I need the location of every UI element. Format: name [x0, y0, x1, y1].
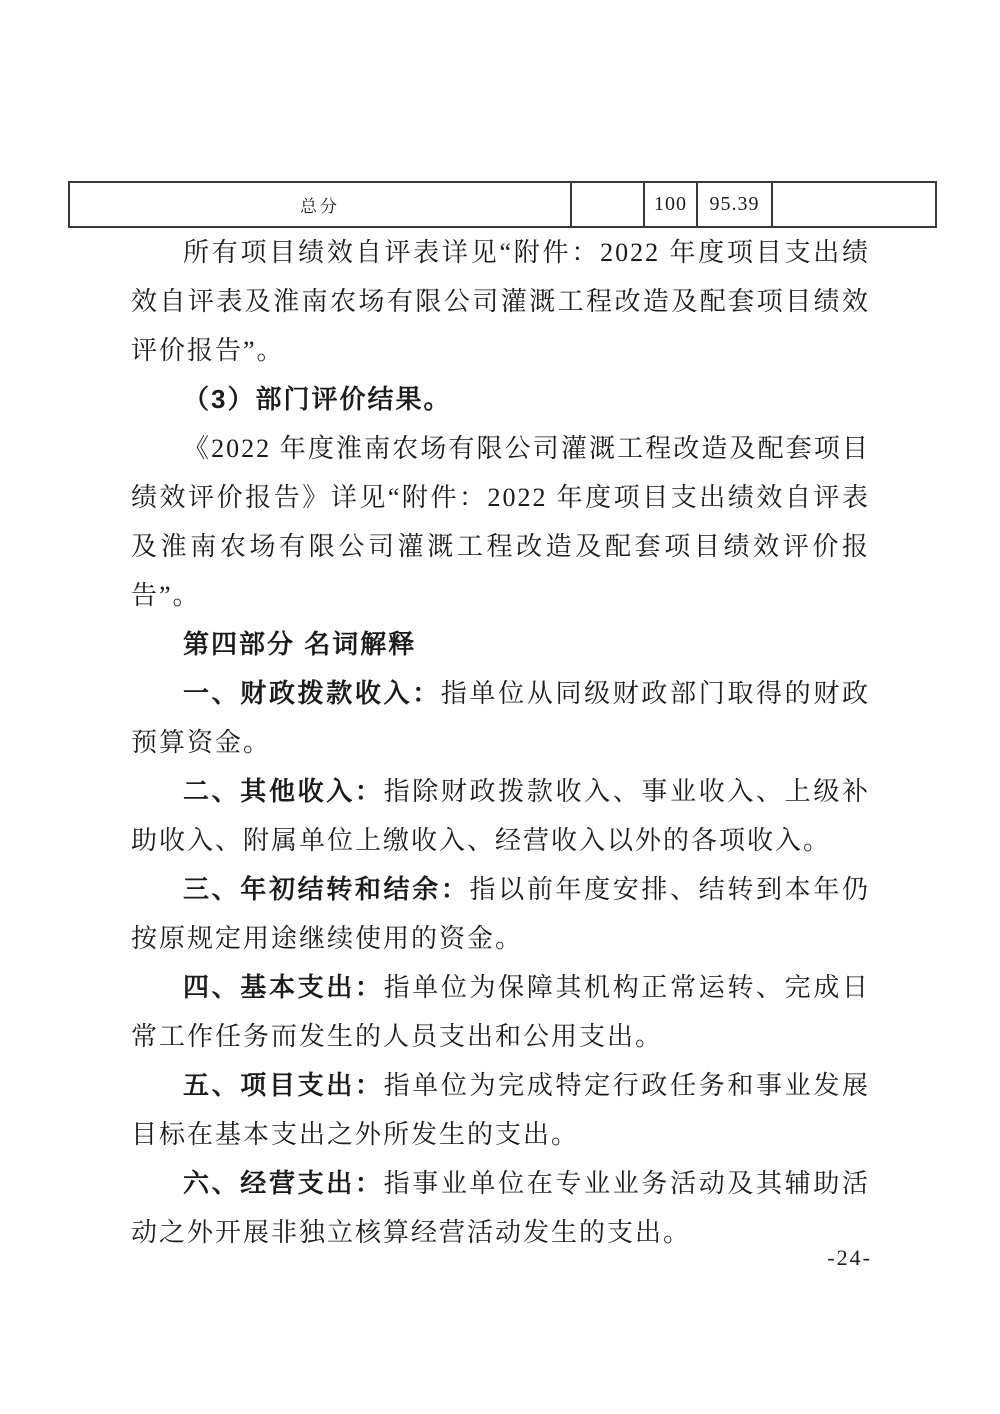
- definition-term: 三、年初结转和结余：: [183, 874, 470, 904]
- heading-part4-glossary: 第四部分 名词解释: [183, 629, 417, 659]
- definition-term: 四、基本支出：: [183, 972, 384, 1002]
- empty-cell-2: [772, 182, 936, 227]
- definition-project-expenditure: [131, 1061, 870, 1159]
- definition-desc: 指单位从同级财政部门取得的财政预算资金。: [131, 679, 870, 757]
- definition-desc: 指以前年度安排、结转到本年仍按原规定用途继续使用的资金。: [131, 875, 870, 953]
- definition-desc: 指除财政拨款收入、事业收入、上级补助收入、附属单位上缴收入、经营收入以外的各项收入。: [131, 777, 870, 855]
- definition-desc: 指单位为完成特定行政任务和事业发展目标在基本支出之外所发生的支出。: [131, 1071, 870, 1149]
- definition-term: 六、经营支出：: [183, 1168, 384, 1198]
- heading-dept-evaluation-result: （3）部门评价结果。: [183, 384, 452, 414]
- document-body: [131, 228, 870, 1257]
- score-value-cell: 95.39: [697, 182, 772, 227]
- definition-fiscal-allocation-income: [131, 669, 870, 767]
- total-score-label-cell: 总分: [69, 182, 571, 227]
- page-number: -24-: [827, 1245, 872, 1270]
- definition-desc: 指事业单位在专业业务活动及其辅助活动之外开展非独立核算经营活动发生的支出。: [131, 1169, 870, 1247]
- paragraph-attachment-note: 所有项目绩效自评表详见“附件：2022 年度项目支出绩效自评表及淮南农场有限公司灌溉工程改造及配套项目绩效评价报告”。: [131, 238, 870, 365]
- paragraph-dept-report-reference: 《2022 年度淮南农场有限公司灌溉工程改造及配套项目绩效评价报告》详见“附件：2022 年度项目支出绩效自评表及淮南农场有限公司灌溉工程改造及配套项目绩效评价报告”。: [131, 434, 870, 610]
- definition-other-income: [131, 767, 870, 865]
- definition-term: 五、项目支出：: [183, 1070, 384, 1100]
- definition-beginning-year-carryover: [131, 865, 870, 963]
- definition-desc: 指单位为保障其机构正常运转、完成日常工作任务而发生的人员支出和公用支出。: [131, 973, 870, 1051]
- definition-term: 二、其他收入：: [183, 776, 384, 806]
- max-score-cell: 100: [644, 182, 697, 227]
- score-table: [68, 181, 937, 228]
- score-table-total-row: [69, 182, 936, 227]
- empty-cell-1: [571, 182, 644, 227]
- definition-basic-expenditure: [131, 963, 870, 1061]
- definition-operating-expenditure: [131, 1159, 870, 1257]
- definition-term: 一、财政拨款收入：: [183, 678, 441, 708]
